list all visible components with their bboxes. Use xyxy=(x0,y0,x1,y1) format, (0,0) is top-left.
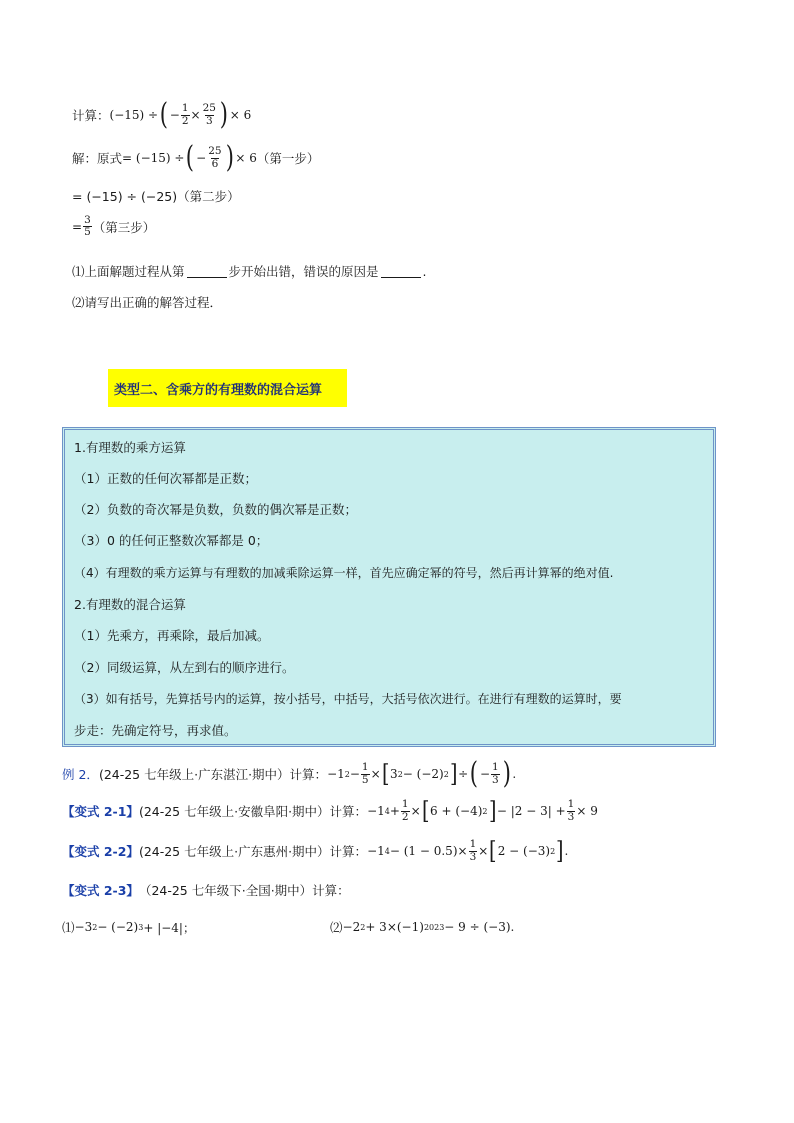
q1-blank-reason[interactable] xyxy=(381,265,421,278)
knowledge-line: （4）有理数的乘方运算与有理数的加减乘除运算一样，首先应确定幂的符号，然后再计算幂的绝对值. xyxy=(74,566,614,580)
section-title: 类型二、含乘方的有理数的混合运算 xyxy=(108,369,347,407)
solution-step1-expression: = (−15) ÷ ( − $\frac{25}{6}$ ) × 6 xyxy=(122,140,257,175)
solution-label: 解：原式 xyxy=(72,151,123,166)
knowledge-line: 1.有理数的乘方运算 xyxy=(74,440,186,455)
variant-2-1-label: 【变式 2-1】 xyxy=(62,804,139,819)
step1-note: （第一步） xyxy=(256,151,320,166)
solution-step1 xyxy=(72,140,320,175)
variant-2-3-part1-label: ⑴ xyxy=(62,920,75,935)
variant-2-3-part2 xyxy=(330,918,514,936)
variant-2-1-expression: −1 4 + $\frac{1}{2}$ × [ 6 + (−4) 2 ] − |2 − 3| + $\frac{1}{3}$ × 9 xyxy=(367,797,598,825)
variant-2-3-part2-label: ⑵ xyxy=(330,920,343,935)
knowledge-line: （3）如有括号，先算括号内的运算，按小括号，中括号，大括号依次进行。在进行有理数的运算时，要 xyxy=(74,692,622,706)
problem-expression-line xyxy=(72,97,252,132)
example-2-label: 例 2． xyxy=(62,767,99,782)
variant-2-3-source: （24-25 七年级下·全国·期中）计算： xyxy=(138,883,350,898)
question-2: ⑵请写出正确的解答过程． xyxy=(72,295,223,310)
q1-blank-step[interactable] xyxy=(187,265,227,278)
knowledge-line: （1）先乘方，再乘除，最后加减。 xyxy=(74,628,270,643)
example-2 xyxy=(62,756,517,791)
variant-2-2-source: (24-25 七年级上·广东惠州·期中）计算： xyxy=(138,844,368,859)
variant-2-3-part2-expression: −2 2 + 3×(−1) 2023 − 9 ÷ (−3). xyxy=(342,920,515,934)
variant-2-3 xyxy=(62,881,350,899)
variant-2-2 xyxy=(62,839,568,863)
example-2-expression: −1 2 − $\frac{1}{5}$ × [ 3 2 − (−2) 2 ] ÷ ( − $\frac{1}{3}$ ) . xyxy=(327,756,517,791)
variant-2-3-part1 xyxy=(62,918,195,936)
solution-step2: = (−15) ÷ (−25)（第二步） xyxy=(72,189,240,204)
variant-2-1-source: (24-25 七年级上·安徽阜阳·期中）计算： xyxy=(138,804,368,819)
variant-2-2-expression: −1 4 − (1 − 0.5)× $\frac{1}{3}$ × [ 2 − (−3) 2 ] . xyxy=(367,837,569,865)
knowledge-line: （3）0 的任何正整数次幂都是 0； xyxy=(74,533,269,548)
variant-2-1 xyxy=(62,799,598,823)
knowledge-line: （2）同级运算，从左到右的顺序进行。 xyxy=(74,660,295,675)
problem-expression: (−15) ÷ ( − $\frac{1}{2}$ × $\frac{25}{3}$ ) × 6 xyxy=(109,97,252,132)
example-2-source: (24-25 七年级上·广东湛江·期中）计算： xyxy=(98,767,328,782)
solution-step3 xyxy=(72,215,155,238)
q1-text-a: ⑴上面解题过程从第 xyxy=(72,264,185,279)
knowledge-line: （2）负数的奇次幂是负数，负数的偶次幂是正数； xyxy=(74,502,357,517)
q1-end: . xyxy=(422,263,427,279)
knowledge-line: 2.有理数的混合运算 xyxy=(74,597,186,612)
q1-text-b: 步开始出错，错误的原因是 xyxy=(228,264,379,279)
variant-2-2-label: 【变式 2-2】 xyxy=(62,844,139,859)
step3-note: （第三步） xyxy=(92,219,156,235)
knowledge-box xyxy=(62,427,716,747)
knowledge-line: 步走：先确定符号，再求值。 xyxy=(74,723,237,738)
question-1 xyxy=(72,262,427,280)
calc-label: 计算： xyxy=(72,108,110,123)
variant-2-3-label: 【变式 2-3】 xyxy=(62,883,139,898)
solution-step3-expression: = $\frac{3}{5}$ xyxy=(72,214,91,239)
knowledge-line: （1）正数的任何次幂都是正数； xyxy=(74,471,257,486)
variant-2-3-part1-expression: −3 2 − (−2) 3 + |−4|； xyxy=(74,920,195,935)
